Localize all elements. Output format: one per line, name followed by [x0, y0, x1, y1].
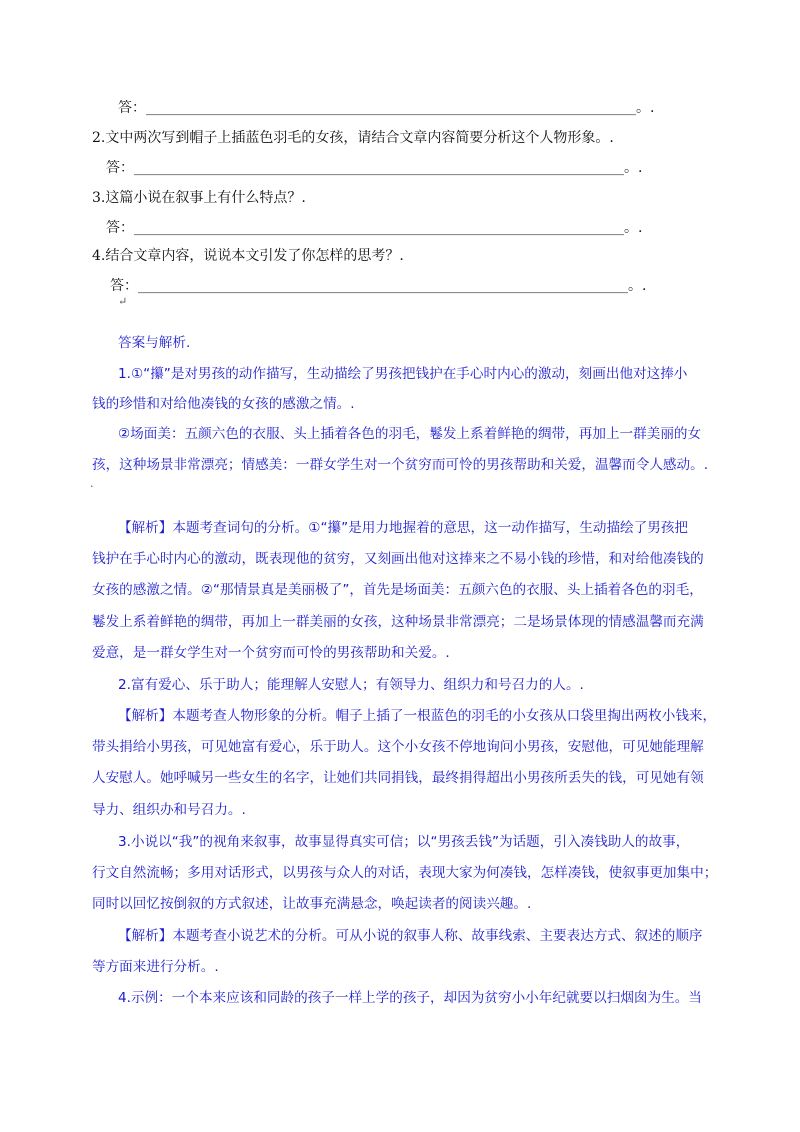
- explanation-1-line-2: 钱护在手心时内心的激动，既表现他的贫穷，又刻画出他对这捧来之不易小钱的珍惜，和对给他凑钱的: [92, 551, 704, 567]
- explanation-1-line-1: 【解析】本题考查词句的分析。①“攥”是用力地握着的意思，这一动作描写，生动描绘了男孩把: [118, 520, 689, 536]
- answer-3-line-3: 同时以回忆按倒叙的方式叙述，让故事充满悬念，唤起读者的阅读兴趣。.: [92, 896, 532, 912]
- answer-3-line-1: 3.小说以“我”的视角来叙事，故事显得真实可信；以“男孩丢钱”为话题，引入凑钱助人的故事，: [118, 834, 690, 850]
- question-3: 3.这篇小说在叙事上有什么特点？.: [92, 190, 306, 206]
- explanation-1-line-4: 鬈发上系着鲜艳的绸带，再加上一群美丽的女孩，这种场景非常漂亮；二是场景体现的情感温馨而充满: [92, 614, 704, 630]
- answer-4-line-1: 4.示例：一个本来应该和同龄的孩子一样上学的孩子，却因为贫穷小小年纪就要以扫烟囱为生。当: [118, 990, 702, 1006]
- answer-1-line-1: 1.①“攥”是对男孩的动作描写，生动描绘了男孩把钱护在手心时内心的激动，刻画出他对这捧小: [118, 366, 688, 382]
- stray-mark: ↵: [118, 295, 128, 308]
- answer-line-1: 答：______________________________________________________________________。.: [118, 100, 655, 116]
- question-2: 2.文中两次写到帽子上插蓝色羽毛的女孩，请结合文章内容简要分析这个人物形象。.: [92, 130, 614, 146]
- explanation-2-line-4: 导力、组织办和号召力。.: [92, 802, 246, 818]
- answer-1-line-3: ②场面美：五颜六色的衣服、头上插着各色的羽毛，鬈发上系着鲜艳的绸带，再加上一群美丽的女: [118, 426, 702, 442]
- explanation-2-line-3: 人安慰人。她呼喊另一些女生的名字，让她们共同捐钱，最终捐得超出小男孩所丢失的钱，可见她有领: [92, 770, 704, 786]
- explanation-1-line-5: 爱意，是一群女学生对一个贫穷而可怜的男孩帮助和关爱。.: [92, 645, 450, 661]
- question-4: 4.结合文章内容，说说本文引发了你怎样的思考？.: [92, 248, 404, 264]
- answer-2: 2.富有爱心、乐于助人；能理解人安慰人；有领导力、组织力和号召力的人。.: [118, 677, 584, 693]
- answer-line-2: 答：______________________________________________________________________。.: [106, 160, 643, 176]
- answer-line-4: 答：______________________________________________________________________。.: [110, 278, 647, 294]
- answer-line-3: 答：______________________________________________________________________。.: [106, 220, 643, 236]
- explanation-2-line-1: 【解析】本题考查人物形象的分析。帽子上插了一根蓝色的羽毛的小女孩从口袋里掏出两枚小钱来，: [118, 708, 717, 724]
- answer-1-line-2: 钱的珍惜和对给他凑钱的女孩的感激之情。.: [92, 396, 355, 412]
- explanation-3-line-2: 等方面来进行分析。.: [92, 959, 219, 975]
- answer-1-line-4: 孩，这种场景非常漂亮；情感美：一群女学生对一个贫穷而可怜的男孩帮助和关爱，温馨而令人感动。.: [92, 457, 709, 473]
- dot-mark: .: [90, 477, 94, 490]
- answer-3-line-2: 行文自然流畅；多用对话形式，以男孩与众人的对话，表现大家为何凑钱，怎样凑钱，使叙事更加集中；: [92, 865, 718, 881]
- explanation-2-line-2: 带头捐给小男孩，可见她富有爱心，乐于助人。这个小女孩不停地询问小男孩，安慰他，可见她能理解: [92, 739, 704, 755]
- explanation-1-line-3: 女孩的感激之情。②“那情景真是美丽极了”，首先是场面美：五颜六色的衣服、头上插着各色的羽毛，: [92, 582, 703, 598]
- answers-heading: 答案与解析.: [118, 335, 191, 351]
- explanation-3-line-1: 【解析】本题考查小说艺术的分析。可从小说的叙事人称、故事线索、主要表达方式、叙述的顺序: [118, 928, 703, 944]
